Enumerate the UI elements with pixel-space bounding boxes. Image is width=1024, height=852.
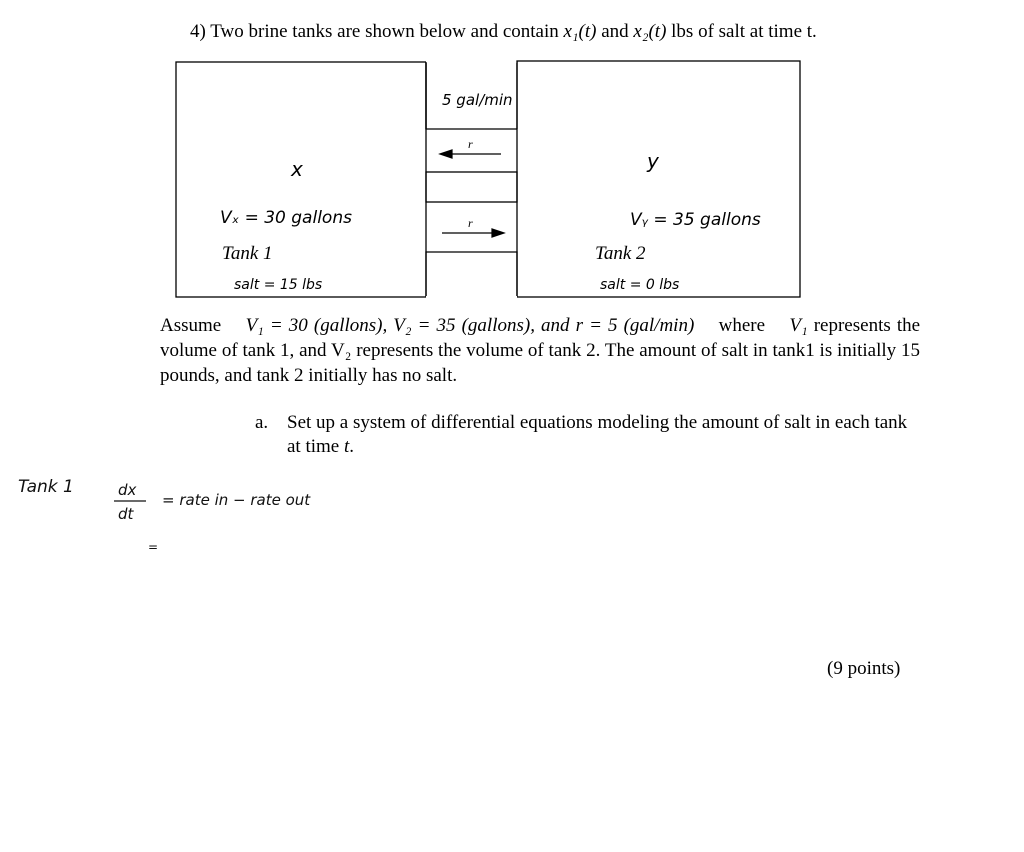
handwritten-work: [0, 465, 420, 575]
arrow-left-head: [440, 150, 452, 158]
hw-equation: = rate in − rate out: [162, 491, 311, 509]
variable-x1: x₁(t): [563, 21, 597, 42]
problem-and: and: [601, 21, 629, 42]
part-a-letter: a.: [255, 412, 269, 433]
right-arrow-label: r: [468, 216, 473, 230]
tank1-variable: x: [291, 157, 303, 181]
hw-tank-label: Tank 1: [18, 477, 74, 497]
hw-numerator: dx: [118, 481, 137, 499]
tank2-volume: Vᵧ = 35 gallons: [630, 210, 761, 230]
bottom-pipe: [426, 252, 517, 297]
tank2-salt: salt = 0 lbs: [600, 277, 680, 293]
middle-connector: [426, 172, 517, 202]
arrow-right-head: [492, 229, 504, 237]
part-a-t: t: [343, 436, 350, 457]
tank1-salt: salt = 15 lbs: [234, 277, 323, 293]
hw-second-equals: =: [148, 540, 159, 554]
tank2-variable: y: [647, 149, 659, 173]
problem-intro: Two brine tanks are shown below and contain: [210, 21, 559, 42]
part-a-text: Set up a system of differential equations modeling the amount of salt in each tank at time: [287, 412, 908, 457]
tank2-outline: [517, 61, 800, 297]
points-label: (9 points): [827, 658, 901, 679]
assume-where: where: [718, 315, 766, 336]
tank1-name: Tank 1: [222, 243, 273, 264]
left-arrow-label: r: [468, 137, 473, 151]
assume-lead: Assume: [160, 315, 222, 336]
tank1-volume: Vₓ = 30 gallons: [220, 208, 352, 228]
problem-heading: [190, 21, 817, 43]
problem-intro-end: lbs of salt at time t.: [671, 21, 817, 42]
tank2-name: Tank 2: [595, 243, 646, 264]
brine-tanks-diagram: [170, 55, 810, 305]
hw-denominator: dt: [118, 505, 134, 523]
part-a-period: .: [349, 436, 355, 457]
part-a: [255, 411, 920, 459]
assume-rest: represents the volume of tank 1, and V₂ represents the volume of tank 2. The amount of salt in tank1 is initially 15 pounds, and tank 2 initially has no salt.: [160, 315, 921, 386]
variable-x2: x₂(t): [633, 21, 667, 42]
flow-top-label: 5 gal/min: [442, 91, 513, 109]
assumption-paragraph: [160, 313, 920, 388]
assume-v1: V₁: [789, 315, 808, 336]
assume-math: V₁ = 30 (gallons), V₂ = 35 (gallons), and r = 5 (gal/min): [245, 315, 695, 336]
problem-number: 4): [190, 21, 206, 42]
